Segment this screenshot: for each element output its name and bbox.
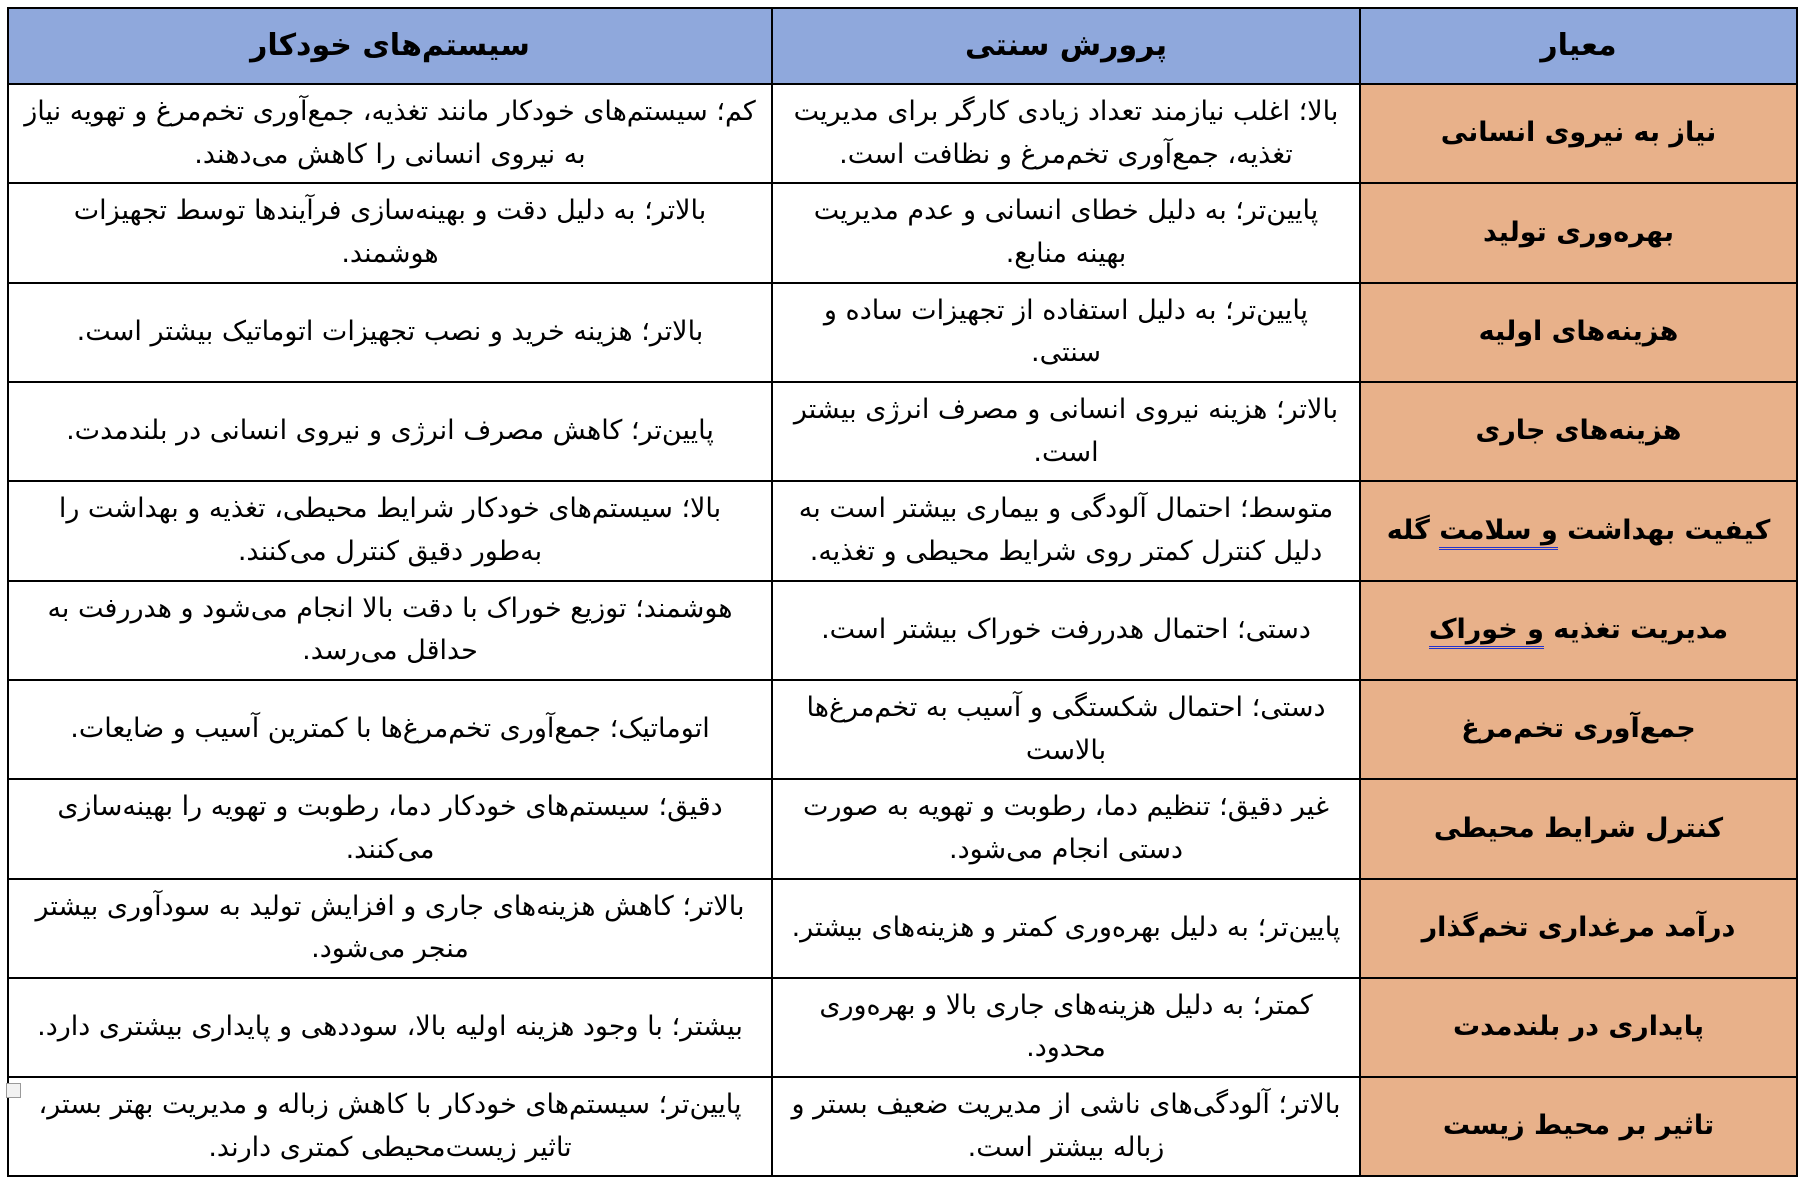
traditional-cell: بالاتر؛ هزینه نیروی انسانی و مصرف انرژی بیشتر است. — [772, 382, 1360, 481]
table-row — [8, 680, 1797, 779]
table-row — [8, 879, 1797, 978]
grammar-suggestion-underline[interactable]: و خوراک — [1429, 614, 1544, 649]
criterion-cell: تاثیر بر محیط زیست — [1360, 1077, 1797, 1176]
table-header — [8, 8, 1797, 84]
automated-cell: کم؛ سیستم‌های خودکار مانند تغذیه، جمع‌آوری تخم‌مرغ و تهویه نیاز به نیروی انسانی را کاهش می‌دهند. — [8, 84, 772, 183]
automated-cell: بیشتر؛ با وجود هزینه اولیه بالا، سوددهی و پایداری بیشتری دارد. — [8, 978, 772, 1077]
table-row — [8, 283, 1797, 382]
automated-cell: پایین‌تر؛ سیستم‌های خودکار با کاهش زباله و مدیریت بهتر بستر، تاثیر زیست‌محیطی کمتری دارند. — [8, 1077, 772, 1176]
table-row — [8, 779, 1797, 878]
automated-cell: بالاتر؛ کاهش هزینه‌های جاری و افزایش تولید به سودآوری بیشتر منجر می‌شود. — [8, 879, 772, 978]
automated-cell: بالا؛ سیستم‌های خودکار شرایط محیطی، تغذیه و بهداشت را به‌طور دقیق کنترل می‌کنند. — [8, 481, 772, 580]
automated-cell: پایین‌تر؛ کاهش مصرف انرژی و نیروی انسانی در بلندمدت. — [8, 382, 772, 481]
table-row — [8, 581, 1797, 680]
automated-cell: بالاتر؛ به دلیل دقت و بهینه‌سازی فرآیندها توسط تجهیزات هوشمند. — [8, 183, 772, 282]
criterion-cell: جمع‌آوری تخم‌مرغ — [1360, 680, 1797, 779]
traditional-cell: بالاتر؛ آلودگی‌های ناشی از مدیریت ضعیف بستر و زباله بیشتر است. — [772, 1077, 1360, 1176]
criterion-label-text: مدیریت تغذیه — [1543, 613, 1729, 645]
column-header-automated: سیستم‌های خودکار — [8, 8, 772, 84]
table-row — [8, 978, 1797, 1077]
traditional-cell: پایین‌تر؛ به دلیل استفاده از تجهیزات ساده و سنتی. — [772, 283, 1360, 382]
criterion-cell: هزینه‌های اولیه — [1360, 283, 1797, 382]
criterion-cell: هزینه‌های جاری — [1360, 382, 1797, 481]
table-resize-handle[interactable] — [6, 1083, 21, 1098]
criterion-cell: پایداری در بلندمدت — [1360, 978, 1797, 1077]
table-row — [8, 481, 1797, 580]
criterion-cell: درآمد مرغداری تخم‌گذار — [1360, 879, 1797, 978]
table-row — [8, 183, 1797, 282]
traditional-cell: دستی؛ احتمال شکستگی و آسیب به تخم‌مرغ‌ها بالاست — [772, 680, 1360, 779]
automated-cell: اتوماتیک؛ جمع‌آوری تخم‌مرغ‌ها با کمترین آسیب و ضایعات. — [8, 680, 772, 779]
criterion-cell: کنترل شرایط محیطی — [1360, 779, 1797, 878]
traditional-cell: متوسط؛ احتمال آلودگی و بیماری بیشتر است به دلیل کنترل کمتر روی شرایط محیطی و تغذیه. — [772, 481, 1360, 580]
traditional-cell: غیر دقیق؛ تنظیم دما، رطوبت و تهویه به صورت دستی انجام می‌شود. — [772, 779, 1360, 878]
comparison-table — [7, 7, 1798, 1177]
automated-cell: هوشمند؛ توزیع خوراک با دقت بالا انجام می‌شود و هدررفت به حداقل می‌رسد. — [8, 581, 772, 680]
grammar-suggestion-underline[interactable]: و سلامت — [1439, 515, 1558, 550]
criterion-cell: نیاز به نیروی انسانی — [1360, 84, 1797, 183]
traditional-cell: کمتر؛ به دلیل هزینه‌های جاری بالا و بهره‌وری محدود. — [772, 978, 1360, 1077]
automated-cell: بالاتر؛ هزینه خرید و نصب تجهیزات اتوماتیک بیشتر است. — [8, 283, 772, 382]
column-header-criterion: معیار — [1360, 8, 1797, 84]
criterion-cell — [1360, 481, 1797, 580]
table-body — [8, 84, 1797, 1176]
table-header-row — [8, 8, 1797, 84]
traditional-cell: پایین‌تر؛ به دلیل خطای انسانی و عدم مدیریت بهینه منابع. — [772, 183, 1360, 282]
criterion-label-text: گله — [1386, 514, 1440, 546]
table-row — [8, 84, 1797, 183]
table-row — [8, 1077, 1797, 1176]
criterion-label-text: کیفیت بهداشت — [1557, 514, 1771, 546]
traditional-cell: دستی؛ احتمال هدررفت خوراک بیشتر است. — [772, 581, 1360, 680]
table-row — [8, 382, 1797, 481]
traditional-cell: بالا؛ اغلب نیازمند تعداد زیادی کارگر برای مدیریت تغذیه، جمع‌آوری تخم‌مرغ و نظافت است. — [772, 84, 1360, 183]
column-header-traditional: پرورش سنتی — [772, 8, 1360, 84]
criterion-cell — [1360, 581, 1797, 680]
automated-cell: دقیق؛ سیستم‌های خودکار دما، رطوبت و تهویه را بهینه‌سازی می‌کنند. — [8, 779, 772, 878]
criterion-cell: بهره‌وری تولید — [1360, 183, 1797, 282]
traditional-cell: پایین‌تر؛ به دلیل بهره‌وری کمتر و هزینه‌های بیشتر. — [772, 879, 1360, 978]
